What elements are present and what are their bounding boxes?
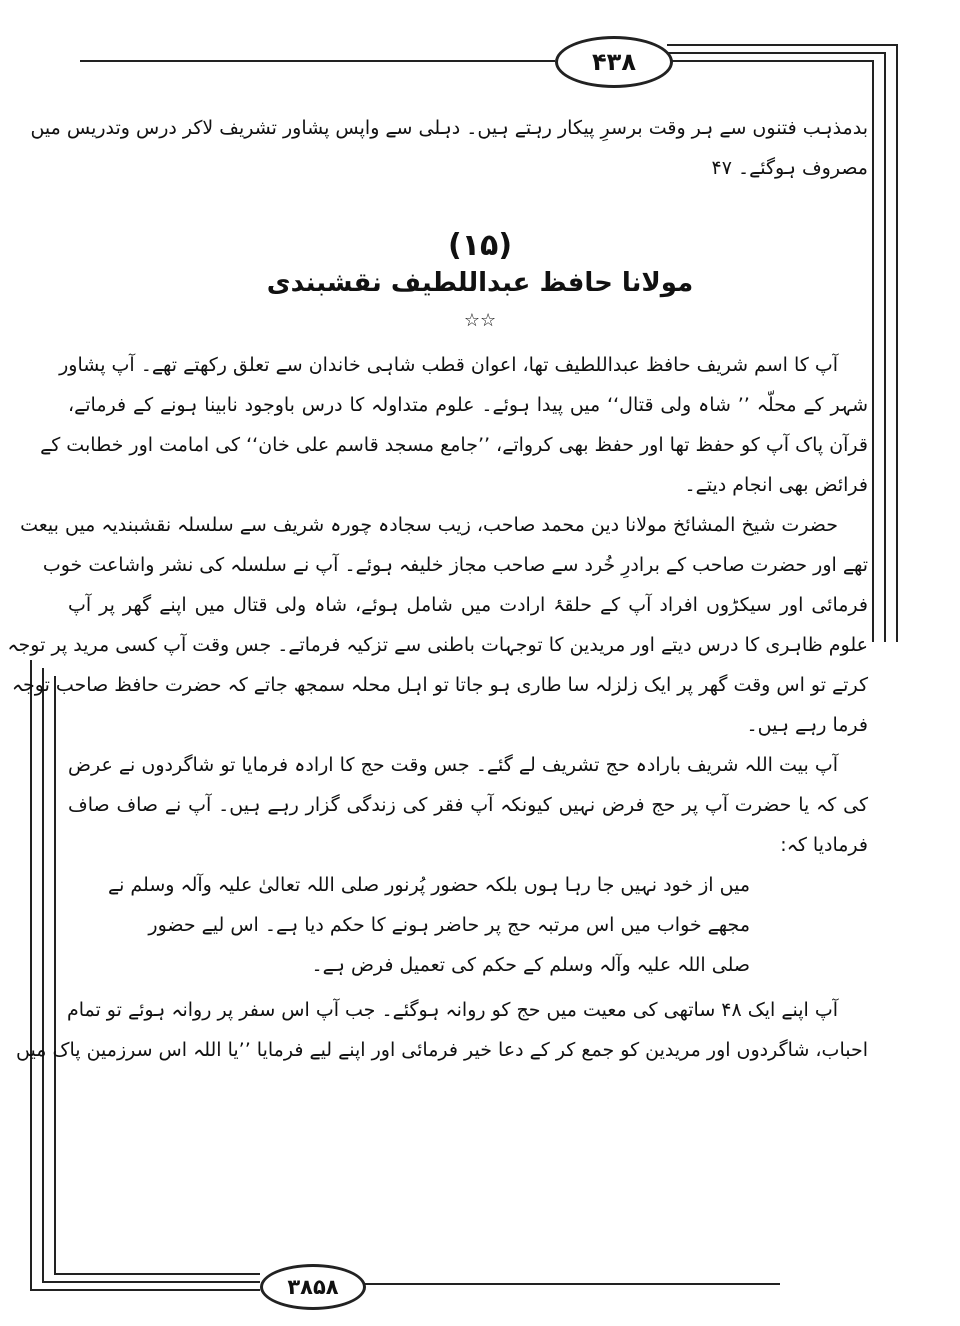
page-number-top: ۴۳۸: [555, 36, 673, 88]
frame-line-top-outer: [667, 44, 897, 46]
text-line: کرتے تو اس وقت گھر پر ایک زلزلہ سا طاری ہو جاتا تو اہل محلہ سمجھ جاتے کہ حضرت حافظ صاحب توجہ: [11, 674, 868, 696]
quote-line: صلی اللہ علیہ وآلہ وسلم کے حکم کی تعمیل فرض ہے۔: [311, 954, 750, 976]
text-line: قرآن پاک آپ کو حفظ تھا اور حفظ بھی کرواتے، ’’جامع مسجد قاسم علی خان‘‘ کی امامت اور خطابت کے: [40, 434, 868, 456]
frame-line-bottom-outer: [30, 1289, 260, 1291]
frame-line-bottom-inner2: [54, 1273, 260, 1275]
frame-line-top-left: [80, 60, 555, 62]
text-line: احباب، شاگردوں اور مریدین کو جمع کر کے دعا خیر فرمائی اور اپنے لیے فرمایا ’’یا اللہ اس سرزمین پاک میں: [16, 1039, 868, 1061]
frame-line-right-inner2: [872, 60, 874, 642]
frame-line-bottom-inner: [42, 1281, 260, 1283]
text-line: فرائض بھی انجام دیتے۔: [684, 474, 868, 496]
frame-line-left-inner: [42, 668, 44, 1282]
text-line: مصروف ہوگئے۔ ۴۷: [711, 157, 868, 179]
frame-line-top-inner: [667, 52, 885, 54]
quote-line: مجھے خواب میں اس مرتبہ حج پر حاضر ہونے کا حکم دیا ہے۔ اس لیے حضور: [148, 914, 750, 936]
frame-line-right-inner: [884, 52, 886, 642]
text-line: آپ بیت اللہ شریف بارادہ حج تشریف لے گئے۔ جس وقت حج کا ارادہ فرمایا تو شاگردوں نے عرض: [68, 754, 838, 776]
text-line: فرمائی اور سیکڑوں افراد آپ کے حلقۂ ارادت میں شامل ہوئے، شاہ ولی قتال میں اپنے گھر پر آپ: [68, 594, 868, 616]
text-line: آپ اپنے ایک ۴۸ ساتھی کی معیت میں حج کو روانہ ہوگئے۔ جب آپ اس سفر پر روانہ ہوئے تو تمام: [66, 999, 838, 1021]
text-line: علوم ظاہری کا درس دیتے اور مریدین کا توجہات باطنی سے تزکیہ فرماتے۔ جس وقت آپ کسی مرید پر توجہ: [7, 634, 868, 656]
frame-line-right-outer: [896, 44, 898, 642]
text-line: فرمادیا کہ:: [780, 834, 868, 856]
text-line: بدمذہب فتنوں سے ہر وقت برسرِ پیکار رہتے ہیں۔ دہلی سے واپس پشاور تشریف لاکر درس وتدریس میں: [30, 117, 868, 139]
frame-line-left-outer: [30, 660, 32, 1290]
page-number-bottom: ۳۸۵۸: [260, 1264, 366, 1310]
text-line: حضرت شیخ المشائخ مولانا دین محمد صاحب، زیب سجادہ چورہ شریف سے سلسلہ نقشبندیہ میں بیعت: [20, 514, 838, 536]
text-line: فرما رہے ہیں۔: [746, 714, 868, 736]
frame-line-left-inner2: [54, 676, 56, 1274]
star-ornament: ☆☆: [463, 310, 497, 331]
text-line: آپ کا اسم شریف حافظ عبداللطیف تھا، اعوان قطب شاہی خاندان سے تعلق رکھتے تھے۔ آپ پشاور: [59, 354, 838, 376]
text-line: تھے اور حضرت صاحب کے برادرِ خُرد سے صاحب مجاز خلیفہ ہوئے۔ آپ نے سلسلہ کی نشر واشاعت خوب: [42, 554, 868, 576]
frame-line-bottom-right: [360, 1283, 780, 1285]
section-number: (۱۵): [447, 228, 513, 263]
text-line: کی کہ یا حضرت آپ پر حج فرض نہیں کیونکہ آپ فقر کی زندگی گزار رہے ہیں۔ آپ نے صاف صاف: [68, 794, 868, 816]
text-line: شہر کے محلّہ ’’ شاہ ولی قتال‘‘ میں پیدا ہوئے۔ علوم متداولہ کا درس باوجود نابینا ہونے کے فرماتے،: [68, 394, 868, 416]
section-heading: مولانا حافظ عبداللطیف نقشبندی: [266, 268, 694, 298]
quote-line: میں از خود نہیں جا رہا ہوں بلکہ حضور پُرنور صلی اللہ تعالیٰ علیہ وآلہ وسلم نے: [107, 874, 750, 896]
frame-line-top-inner2: [667, 60, 873, 62]
